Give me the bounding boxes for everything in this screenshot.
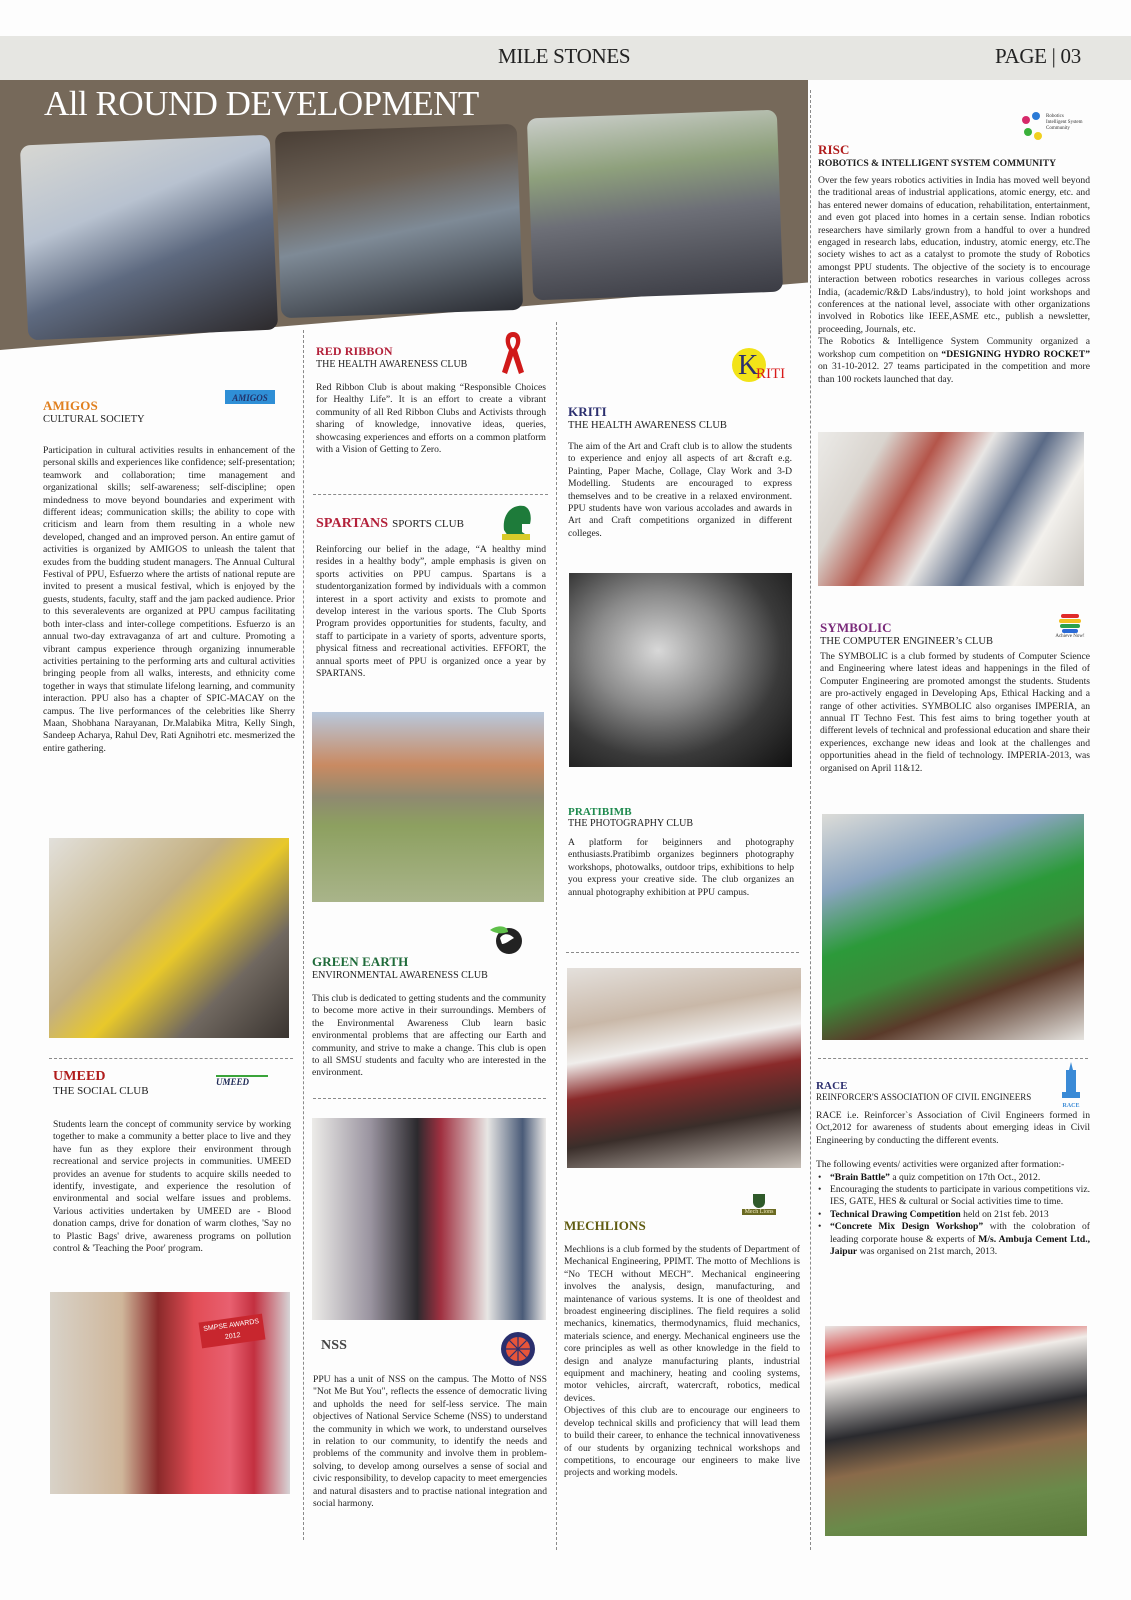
kriti-section — [568, 346, 792, 540]
black-white-portrait-photo — [569, 573, 792, 767]
green-earth-section — [312, 922, 546, 1080]
red-ribbon-subtitle: THE HEALTH AWARENESS CLUB — [316, 359, 468, 370]
sports-race-photo — [312, 712, 544, 902]
race-event-item: • “Concrete Mix Design Workshop” with the colobration of leading corporate house & experts of M/s. Ambuja Cement Ltd., Jaipur was organised on 21st march, 2013. — [816, 1221, 1090, 1258]
risc-event: The Robotics & Intelligence System Community organized a workshop cum competition on “DESIGNING HYDRO ROCKET” on 31-10-2012. 27 teams participated in the competition and more than 100 rockets launched that day. — [818, 336, 1091, 385]
risc-section — [818, 110, 1090, 386]
green-earth-body: This club is dedicated to getting students and the community to become more active in their surroundings. Members of the Environmental Awareness Club learn basic environmental problems that are affecting our Earth and community, and strive to make a change. This club is open to all SMSU students and faculty who are interested in the environment. — [312, 993, 546, 1079]
green-earth-title: GREEN EARTH — [312, 954, 409, 969]
mechlions-title: MECHLIONS — [564, 1218, 646, 1233]
spartans-section — [316, 514, 546, 680]
nss-title: NSS — [321, 1338, 347, 1353]
race-section — [816, 1080, 1090, 1258]
stage-performance-photo — [49, 838, 289, 1038]
pratibimb-body: A platform for beiginners and photography enthusiasts.Pratibimb organizes beginners photography workshops, photowalks, outdoor trips, exhibitions to help you express your creative side. The club organizes an annual photography exhibition at PPU campus. — [568, 837, 794, 898]
column-divider — [303, 330, 304, 1540]
risc-logo: Robotics Intelligent System Community — [1020, 110, 1086, 146]
race-logo: RACE — [1056, 1062, 1086, 1106]
section-divider — [566, 952, 799, 953]
risc-event-name: “DESIGNING HYDRO ROCKET” — [941, 348, 1091, 360]
race-event-item: • Encouraging the students to participate in various competitions viz. IES, GATE, HES & cultural or Social activities time to time. — [816, 1184, 1090, 1209]
globe-leaf-icon — [488, 922, 526, 956]
risc-body: Over the few years robotics activities in India has moved well beyond the traditional areas of industrial applications, atomic energy, etc. and has entered newer domains of education, rehabilitation, entertainment, and even got placed into homes in a certain sense. Indian robotics researchers have similarly grown from a handful to over a hundred engaged in research labs, education, industry, atomic energy, etc.The society wishes to act as a catalyst to promote the study of Robotics amongst PPU students. The objective of the society is to encourage interaction between robotics researches in various colleges across India, (academic/R&D Labs/industry), to hold joint workshops and conferences at the national level, associate with other organizations involved in Robotics like IEEE,ASME etc., publish a newsletter, proceeding, Journals, etc. — [818, 175, 1090, 335]
umeed-subtitle: THE SOCIAL CLUB — [53, 1085, 149, 1097]
page-number: PAGE | 03 — [995, 44, 1081, 68]
mechlions-section — [564, 1194, 800, 1480]
race-body: RACE i.e. Reinforcer`s Association of Civil Engineers formed in Oct,2012 for awareness of students about emerging ideas in Civil Engineering by conducting the different events. — [816, 1110, 1090, 1146]
umeed-section — [53, 1069, 291, 1255]
nss-body: PPU has a unit of NSS on the campus. The Motto of NSS "Not Me But You", reflects the essence of democratic living and upholds the need for self-less service. The main objectives of National Service Scheme (NSS) to understand the community in which we work, to understand ourselves in relation to our community, to identify the needs and problems of the community and involve them in problem-solving, to develop among ourselves a sense of social and civic responsibility, to develop capacity to meet emergencies and natural disasters and to practise national integration and social harmony. — [313, 1374, 547, 1510]
tower-icon — [1056, 1062, 1086, 1098]
nss-section — [313, 1330, 547, 1510]
column-divider — [556, 322, 557, 1550]
symbolic-title: SYMBOLIC — [820, 620, 892, 635]
symbolic-body: The SYMBOLIC is a club formed by students of Computer Science and Engineering where latest ideas and happenings in the filed of Computer Engineering are promoted amongst the students. Students are pro-actively engaged in Developing Aps, Ethical Hacking and a range of other activities. SYMBOLIC also organises IMPERIA, an annual IT Techno Fest. This fest aims to bring together youth at different levels of technical and professional education and share their experiences, exchange new ideas and look at the challenges and opportunities ahead in the field of technology. IMPERIA-2013, was organised on April 11&12. — [820, 651, 1090, 774]
kriti-logo: K RITI — [728, 348, 794, 388]
award-ceremony-photo — [275, 124, 523, 318]
amigos-body: Participation in cultural activities results in enhancement of the personal skills and experiences like confidence; self-presentation; teamwork and collaboration; time management and organizational skills; self-awareness; self-discipline; open mindedness to move beyond boundaries and experiment with different ideas; communication skills; the ability to cope with criticism and learn from them resulting in a whole new developed, changed and an improved person. An entire gamut of activities is organized by AMIGOS to unleash the talent that exudes from the budding student managers. The Annual Cultural Festival of PPU, Esfuerzo where the artists of national repute are invited to present a musical festival, which is enjoyed by the guests, students, faculty, staff and the jam packed audience. Prior to this severalevents are organized at PPU campus facilitating both inter-class and inter-college competitions. Esfuerzo is an annual two-day extravaganza of art and culture. Promoting a vibrant campus experience through organizing innumerable activities pertaining to the performing arts and cultural activities bringing people from all walks, interests, and ethnicity come together in ways that stimulate lifelong learning, and community interaction. PPU also has a chapter of SPIC-MACAY on the campus. The live performances of the celebrities like Sherry Maan, Shobhana Narayanan, Dr.Malabika Mitra, Kelly Singh, Sandeep Acharya, Rahul Dev, Rati Agnihotri etc. mesmerized the entire gathering. — [43, 445, 296, 754]
section-divider — [313, 494, 548, 495]
red-ribbon-body: Red Ribbon Club is about making “Responsible Choices for Healthy Life”. It is an effort to create a vibrant community of all Red Ribbon Clubs and Activists through sharing of knowledge, innovative ideas, queries, showcasing experiences and efforts on a common platform with a Vision of Getting to Zero. — [316, 382, 546, 456]
red-ribbon-title: RED RIBBON — [316, 344, 393, 358]
race-event-item: • Technical Drawing Competition held on 21st feb. 2013 — [816, 1209, 1090, 1221]
race-title: RACE — [816, 1080, 848, 1092]
symbolic-subtitle: THE COMPUTER ENGINEER’s CLUB — [820, 636, 993, 647]
race-subtitle: REINFORCER'S ASSOCIATION OF CIVIL ENGINEERS — [816, 1092, 1032, 1102]
kriti-subtitle: THE HEALTH AWARENESS CLUB — [568, 420, 727, 431]
amigos-title: AMIGOS — [43, 398, 98, 413]
red-ribbon-icon — [500, 330, 526, 376]
mechlions-objectives: Objectives of this club are to encourage our engineers to develop technical skills and proficiency that will lead them to build their career, to enhance the technical innovativeness of our students by organizing technical workshops and competitions, to encourage our engineers to make live projects and working models. — [564, 1405, 800, 1479]
computer-event-photo — [822, 814, 1084, 1040]
students-walking-photo — [312, 1118, 546, 1320]
umeed-logo: UMEED — [216, 1075, 268, 1087]
red-ribbon-section — [316, 344, 546, 456]
symbolic-logo: Achieve Now! — [1052, 614, 1088, 648]
race-events-list — [816, 1172, 1090, 1259]
symbolic-section — [820, 620, 1090, 775]
mechlions-body: Mechlions is a club formed by the students of Department of Mechanical Engineering, PPIMT. The motto of Mechlions is “No TECH without MECH”. Mechanical engineering involves the analysis, design, manufacturing, and maintenance of various systems. It is one of theoldest and broadest engineering disciplines. The field requires a solid mechanics, kinematics, thermodynamics, fluid mechanics, materials science, and energy. Mechanical engineers use the core principles as well as other knowledge in the field to design and analyze manufacturing plants, industrial equipment and machinery, heating and cooling systems, motor vehicles, aircraft, watercraft, robotics, medical devices. — [564, 1244, 800, 1404]
amigos-section — [43, 393, 296, 755]
pratibimb-section — [568, 806, 794, 899]
spartans-body: Reinforcing our belief in the adage, “A healthy mind resides in a healthy body”, ample emphasis is given on sports activities on PPU campus. Spartans is a studentorganization formed by individuals with a common interest in a sport activity and exists to promote and develop interest in the various sports. The Club Sports Program provides opportunities for students, faculty, and staff to participate in a variety of sports, adventure sports, physical fitness and recreational activities. EFFORT, the annual sports meet of PPU is organized once a year by SPARTANS. — [316, 544, 546, 680]
risc-subtitle: ROBOTICS & INTELLIGENT SYSTEM COMMUNITY — [818, 158, 1057, 169]
group-photo-trophy-1 — [20, 135, 278, 341]
amigos-subtitle: CULTURAL SOCIETY — [43, 414, 145, 425]
amigos-logo: AMIGOS — [225, 390, 275, 404]
section-divider — [49, 1058, 293, 1059]
classroom-group-photo — [567, 968, 801, 1168]
page-title: All ROUND DEVELOPMENT — [44, 84, 479, 123]
kriti-title: KRITI — [568, 404, 607, 419]
column-divider — [810, 90, 811, 1550]
spartans-title: SPARTANS — [316, 516, 389, 531]
pratibimb-title: PRATIBIMB — [568, 806, 632, 818]
kriti-body: The aim of the Art and Craft club is to allow the students to experience and enjoy all aspects of art &craft e.g. Painting, Paper Mache, Collage, Clay Work and 3-D Modelling. Students are encouraged to express themselves and to be creative in a relaxed environment. PPU students have won various accolades and awards in Art and Craft competitions organized in different colleges. — [568, 441, 792, 539]
section-divider — [313, 1098, 546, 1099]
pratibimb-subtitle: THE PHOTOGRAPHY CLUB — [568, 818, 694, 829]
group-photo-trophy-2 — [527, 110, 783, 301]
section-divider — [818, 1058, 1088, 1059]
race-events-intro: The following events/ activities were organized after formation:- — [816, 1159, 1065, 1171]
umeed-title: UMEED — [53, 1069, 106, 1084]
umeed-body: Students learn the concept of community service by working together to make a community a better place to live and they have fun as they explore their environment through recreational and service projects in communities. UMEED provides an avenue for students to acquire skills needed to identify, investigate, and experience the resolution of environmental and social welfare issues and problems. Various activities undertaken by UMEED are - Blood donation camps, drive for donation of warm clothes, 'Say no to Plastic Bags' drive, awareness programs on pollution control & 'Teaching the Poor' program. — [53, 1119, 291, 1255]
section-title: MILE STONES — [498, 44, 631, 68]
mechlions-logo: Mech Lions — [742, 1194, 776, 1222]
students-lab-photo — [818, 432, 1084, 586]
flag-ceremony-photo — [825, 1326, 1087, 1536]
nss-emblem-icon — [499, 1330, 537, 1368]
fashion-show-photo — [50, 1292, 290, 1494]
race-event-item: • “Brain Battle” a quiz competition on 17th Oct., 2012. — [816, 1172, 1090, 1184]
risc-title: RISC — [818, 142, 850, 157]
awards-banner-text: SMPSE AWARDS 2012 — [199, 1314, 266, 1349]
green-earth-subtitle: ENVIRONMENTAL AWARENESS CLUB — [312, 970, 488, 981]
spartans-subtitle: SPORTS CLUB — [392, 518, 464, 530]
spartan-helmet-icon — [498, 502, 534, 542]
